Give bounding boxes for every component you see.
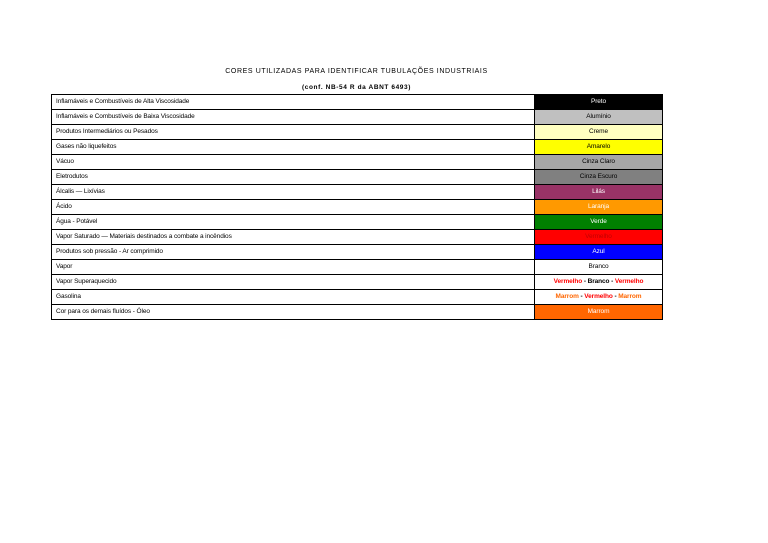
fluid-name-cell: Inflamáveis e Combustíveis de Alta Viscosidade: [52, 95, 535, 110]
color-cell: [535, 275, 663, 290]
table-row: [52, 260, 663, 275]
color-cell: Preto: [535, 95, 663, 110]
color-name-part: Branco: [587, 278, 610, 285]
color-name-part: -: [612, 293, 619, 300]
table-row: [52, 290, 663, 305]
color-name-part: -: [609, 278, 615, 285]
table-row: [52, 185, 663, 200]
table-row: [52, 170, 663, 185]
color-cell: Amarelo: [535, 140, 663, 155]
color-cell: Azul: [535, 245, 663, 260]
color-name-part: Marrom: [555, 293, 579, 300]
color-name-part: Vermelho: [553, 278, 583, 285]
table-row: [52, 230, 663, 245]
table-row: [52, 245, 663, 260]
fluid-name-cell: Produtos Intermediários ou Pesados: [52, 125, 535, 140]
color-cell: Marrom: [535, 305, 663, 320]
color-cell: Lilás: [535, 185, 663, 200]
fluid-name-cell: Vapor: [52, 260, 535, 275]
fluid-name-cell: Gasolina: [52, 290, 535, 305]
color-cell: Branco: [535, 260, 663, 275]
table-row: [52, 155, 663, 170]
color-name-part: -: [582, 278, 588, 285]
color-name-part: Vermelho: [584, 293, 613, 300]
table-row: [52, 95, 663, 110]
fluid-name-cell: Vapor Superaquecido: [52, 275, 535, 290]
table-row: [52, 200, 663, 215]
color-cell: Cinza Claro: [535, 155, 663, 170]
table-row: [52, 125, 663, 140]
page-title: CORES UTILIZADAS PARA IDENTIFICAR TUBULAÇÕES INDUSTRIAIS: [225, 68, 488, 75]
color-cell: Creme: [535, 125, 663, 140]
fluid-name-cell: Gases não liquefeitos: [52, 140, 535, 155]
color-name-part: Marrom: [618, 293, 642, 300]
table-row: [52, 305, 663, 320]
fluid-name-cell: Ácido: [52, 200, 535, 215]
color-cell: Laranja: [535, 200, 663, 215]
fluid-name-cell: Vapor Saturado — Materiais destinados a combate a incêndios: [52, 230, 535, 245]
page-subtitle: (conf. NB-54 R da ABNT 6493): [301, 84, 412, 91]
fluid-name-cell: Eletrodutos: [52, 170, 535, 185]
color-cell: Alumínio: [535, 110, 663, 125]
color-cell: Vermelho: [535, 230, 663, 245]
table-row: [52, 140, 663, 155]
table-row: [52, 110, 663, 125]
fluid-name-cell: Inflamáveis e Combustíveis de Baixa Viscosidade: [52, 110, 535, 125]
fluid-name-cell: Água - Potável: [52, 215, 535, 230]
fluid-name-cell: Vácuo: [52, 155, 535, 170]
color-cell: Verde: [535, 215, 663, 230]
color-cell: Cinza Escuro: [535, 170, 663, 185]
table-row: [52, 275, 663, 290]
fluid-name-cell: Cor para os demais fluídos - Óleo: [52, 305, 535, 320]
fluid-name-cell: Produtos sob pressão - Ar comprimido: [52, 245, 535, 260]
table-row: [52, 215, 663, 230]
color-name-part: -: [578, 293, 585, 300]
color-name-part: Vermelho: [614, 278, 644, 285]
table-body: [52, 95, 663, 320]
color-cell: [535, 290, 663, 305]
pipe-color-table: [51, 94, 663, 320]
fluid-name-cell: Álcalis — Lixívias: [52, 185, 535, 200]
